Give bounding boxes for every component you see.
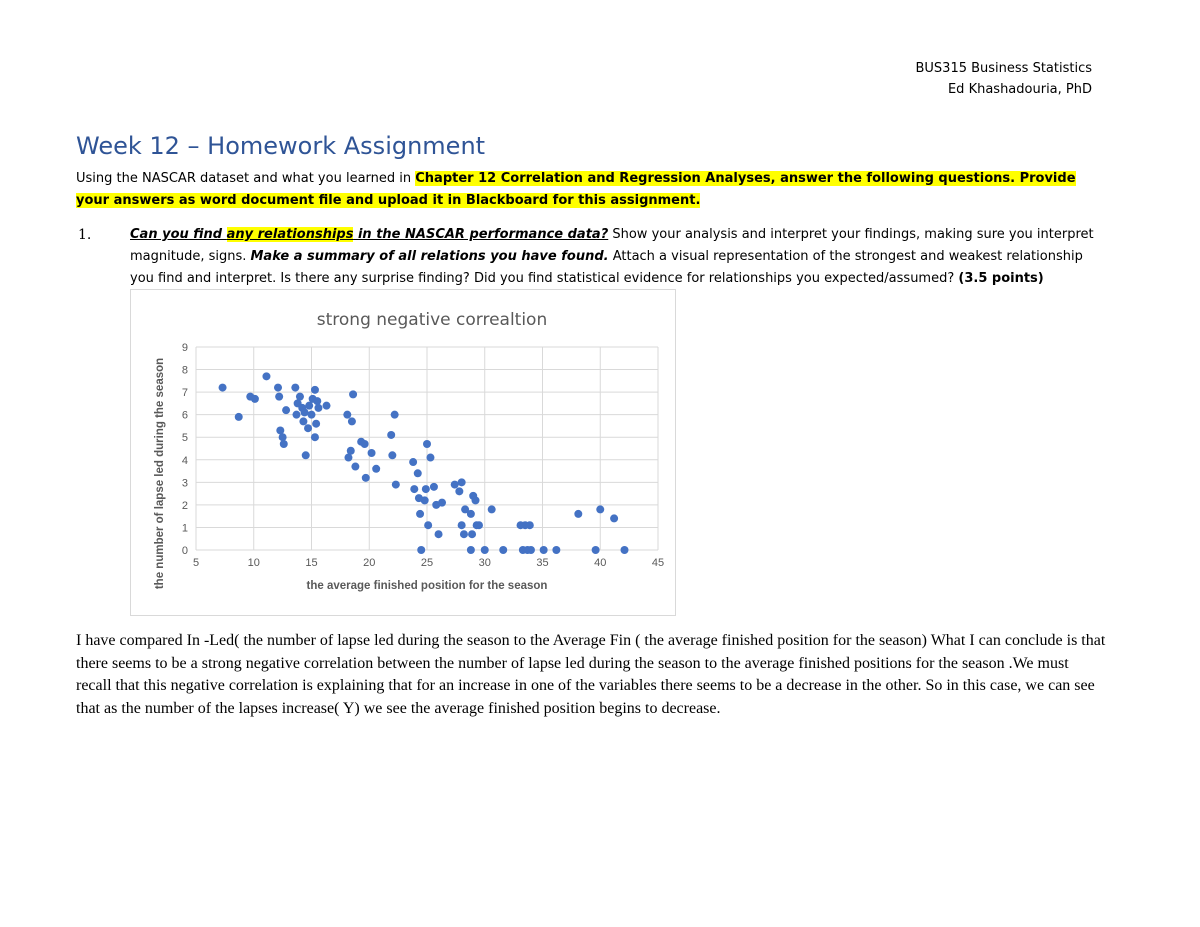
data-point <box>235 413 243 421</box>
data-point <box>451 481 459 489</box>
y-tick-label: 2 <box>181 499 188 512</box>
x-tick-label: 35 <box>536 557 549 569</box>
y-tick-label: 1 <box>181 522 188 535</box>
question-points: (3.5 points) <box>958 271 1044 286</box>
data-point <box>362 474 370 482</box>
data-point <box>361 440 369 448</box>
y-tick-label: 5 <box>181 432 188 445</box>
data-point <box>251 395 259 403</box>
data-point <box>527 546 535 554</box>
data-point <box>458 521 466 529</box>
data-point <box>472 496 480 504</box>
data-point <box>343 411 351 419</box>
data-point <box>438 499 446 507</box>
data-point <box>349 390 357 398</box>
data-point <box>351 463 359 471</box>
data-point <box>311 386 319 394</box>
data-point <box>391 411 399 419</box>
data-point <box>467 510 475 518</box>
data-point <box>292 411 300 419</box>
question-text-1: Show your analysis and interpret your findings, making sure you interpret magnitude, signs. <box>130 227 1094 264</box>
question-text <box>130 224 1096 290</box>
data-point <box>311 433 319 441</box>
y-tick-label: 0 <box>181 545 188 557</box>
y-tick-label: 6 <box>181 409 188 422</box>
data-point <box>314 404 322 412</box>
data-point <box>299 417 307 425</box>
question-lead-2: in the NASCAR performance data? <box>353 227 609 242</box>
data-point <box>460 530 468 538</box>
page-title: Week 12 – Homework Assignment <box>76 132 486 160</box>
data-point <box>621 546 629 554</box>
data-point <box>488 505 496 513</box>
data-point <box>422 485 430 493</box>
x-tick-label: 10 <box>247 557 260 569</box>
data-point <box>410 485 418 493</box>
data-point <box>291 384 299 392</box>
y-tick-label: 9 <box>181 342 188 354</box>
data-point <box>596 505 604 513</box>
data-point <box>282 406 290 414</box>
data-point <box>455 487 463 495</box>
data-point <box>348 417 356 425</box>
data-point <box>499 546 507 554</box>
data-point <box>467 546 475 554</box>
question-1 <box>78 224 1096 290</box>
course-name: BUS315 Business Statistics <box>915 61 1092 76</box>
question-text-2: Attach a visual representation of the strongest and weakest relationship you find and interpret. Is there any surprise finding? Did you find statistical evidence for relationships you expected/assumed? <box>130 249 1083 286</box>
x-axis-label: the average finished position for the season <box>306 580 548 592</box>
data-point <box>421 496 429 504</box>
data-point <box>368 449 376 457</box>
chart-svg <box>131 290 675 615</box>
data-point <box>219 384 227 392</box>
x-tick-label: 20 <box>363 557 376 569</box>
y-tick-label: 4 <box>181 454 188 467</box>
intro-plain: Using the NASCAR dataset and what you learned in <box>76 171 416 186</box>
x-tick-label: 40 <box>594 557 607 569</box>
data-point <box>280 440 288 448</box>
data-point <box>430 483 438 491</box>
data-point <box>304 424 312 432</box>
data-point <box>423 440 431 448</box>
data-point <box>409 458 417 466</box>
data-point <box>302 451 310 459</box>
data-point <box>262 372 270 380</box>
question-number: 1. <box>78 227 92 243</box>
data-point <box>388 451 396 459</box>
data-point <box>387 431 395 439</box>
data-point <box>481 546 489 554</box>
data-point <box>540 546 548 554</box>
x-tick-label: 30 <box>478 557 491 569</box>
data-point <box>592 546 600 554</box>
data-point <box>312 420 320 428</box>
data-point <box>414 469 422 477</box>
data-point <box>279 433 287 441</box>
data-point <box>372 465 380 473</box>
data-point <box>552 546 560 554</box>
y-tick-label: 8 <box>181 364 188 377</box>
data-point <box>435 530 443 538</box>
intro-paragraph <box>76 168 1096 212</box>
data-point <box>313 397 321 405</box>
question-lead-highlight: any relationships <box>226 227 354 242</box>
y-tick-label: 3 <box>181 477 188 490</box>
data-point <box>274 384 282 392</box>
intro-highlighted: Chapter 12 Correlation and Regression Analyses, answer the following questions. Provide your answers as word document file and upload it in Blackboard for this assignment. <box>76 171 1076 208</box>
question-emphasis: Make a summary of all relations you have found. <box>250 249 609 264</box>
x-tick-label: 25 <box>420 557 434 569</box>
data-point <box>426 454 434 462</box>
data-point <box>526 521 534 529</box>
data-point <box>347 447 355 455</box>
x-tick-label: 15 <box>305 557 318 569</box>
data-point <box>417 546 425 554</box>
data-point <box>308 411 316 419</box>
question-lead-1: Can you find <box>130 227 227 242</box>
x-tick-label: 45 <box>651 557 665 569</box>
data-point <box>458 478 466 486</box>
data-point <box>392 481 400 489</box>
data-point <box>275 393 283 401</box>
instructor-name: Ed Khashadouria, PhD <box>947 82 1092 97</box>
data-point <box>416 510 424 518</box>
document-header <box>915 58 1092 100</box>
data-point <box>475 521 483 529</box>
y-axis-label: the number of lapse led during the season <box>154 357 166 590</box>
chart-title: strong negative correaltion <box>316 310 548 330</box>
data-point <box>301 408 309 416</box>
data-point <box>305 402 313 410</box>
answer-paragraph: I have compared In -Led( the number of lapse led during the season to the Average Fin ( the average finished position for the season) What I can conclude is that there seems to be a strong negative correlation between the number of lapse led during the season to the average finished positions for the season .We must recall that this negative correlation is explaining that for an increase in one of the variables there seems to be a decrease in the other. So in this case, we can see that as the number of the lapses increase( Y) we see the average finished position begins to decrease. <box>76 632 1106 717</box>
data-point <box>296 393 304 401</box>
scatter-chart <box>130 289 676 616</box>
data-point <box>468 530 476 538</box>
y-tick-label: 7 <box>181 387 188 400</box>
x-tick-label: 5 <box>192 557 200 569</box>
data-point <box>574 510 582 518</box>
data-point <box>424 521 432 529</box>
data-point <box>323 402 331 410</box>
data-point <box>610 514 618 522</box>
